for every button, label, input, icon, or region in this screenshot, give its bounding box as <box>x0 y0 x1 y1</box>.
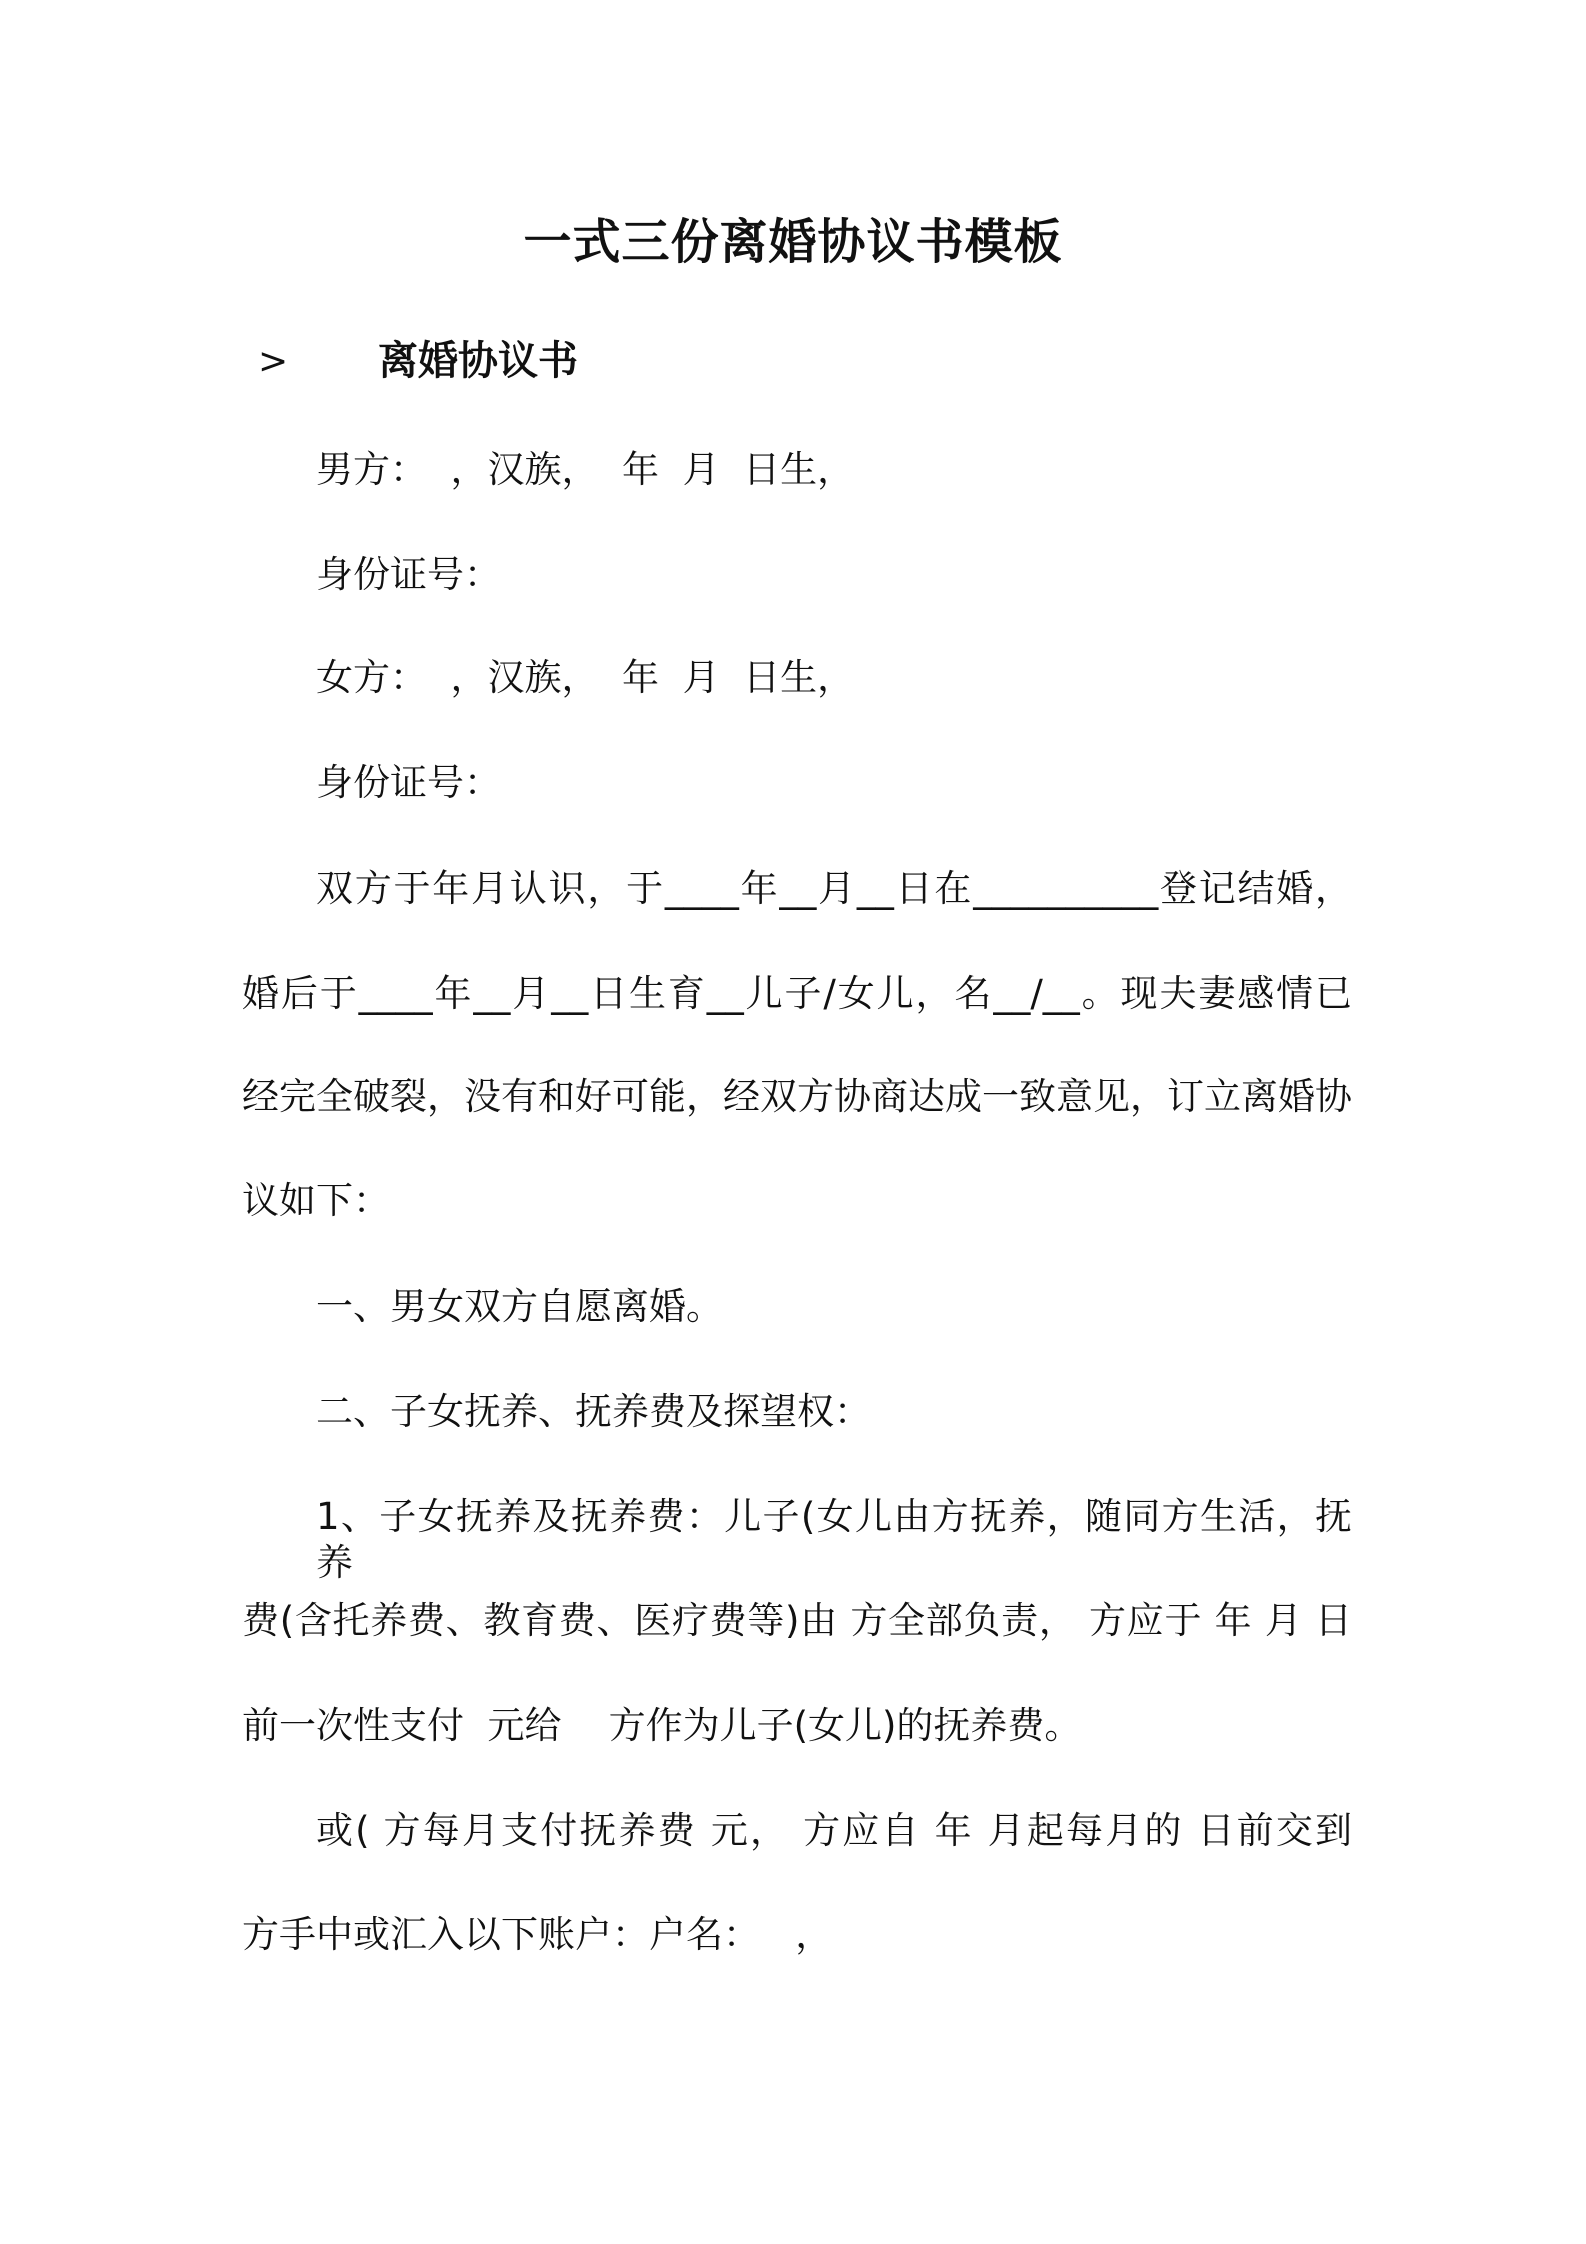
clause-heading: 二、子女抚养、抚养费及探望权： <box>316 1390 871 1433</box>
section-heading: 离婚协议书 <box>378 338 578 384</box>
section-marker: > <box>258 341 289 382</box>
paragraph-line: 1、子女抚养及抚养费：儿子(女儿由方抚养，随同方生活，抚养 <box>316 1495 1352 1584</box>
paragraph-line: 婚后于____年__月__日生育__儿子/女儿，名__/__。现夫妻感情已 <box>242 972 1352 1015</box>
paragraph-line: 方手中或汇入以下账户：户名： ， <box>242 1913 833 1956</box>
paragraph-line: 双方于年月认识，于____年__月__日在__________登记结婚， <box>316 867 1352 910</box>
paragraph-line: 经完全破裂，没有和好可能，经双方协商达成一致意见，订立离婚协 <box>242 1075 1352 1118</box>
female-party-line: 女方： ，汉族， 年 月 日生， <box>316 656 855 699</box>
paragraph-line: 费(含托养费、教育费、医疗费等)由 方全部负责， 方应于 年 月 日 <box>242 1599 1352 1642</box>
paragraph-line: 前一次性支付 元给 方作为儿子(女儿)的抚养费。 <box>242 1704 1082 1747</box>
paragraph-line: 议如下： <box>242 1179 390 1222</box>
document-title: 一式三份离婚协议书模板 <box>523 214 1063 270</box>
male-party-line: 男方： ，汉族， 年 月 日生， <box>316 448 855 491</box>
paragraph-line: 或( 方每月支付抚养费 元， 方应自 年 月起每月的 日前交到 <box>316 1809 1352 1852</box>
male-id-line: 身份证号： <box>316 553 501 596</box>
clause-heading: 一、男女双方自愿离婚。 <box>316 1285 723 1328</box>
female-id-line: 身份证号： <box>316 761 501 804</box>
